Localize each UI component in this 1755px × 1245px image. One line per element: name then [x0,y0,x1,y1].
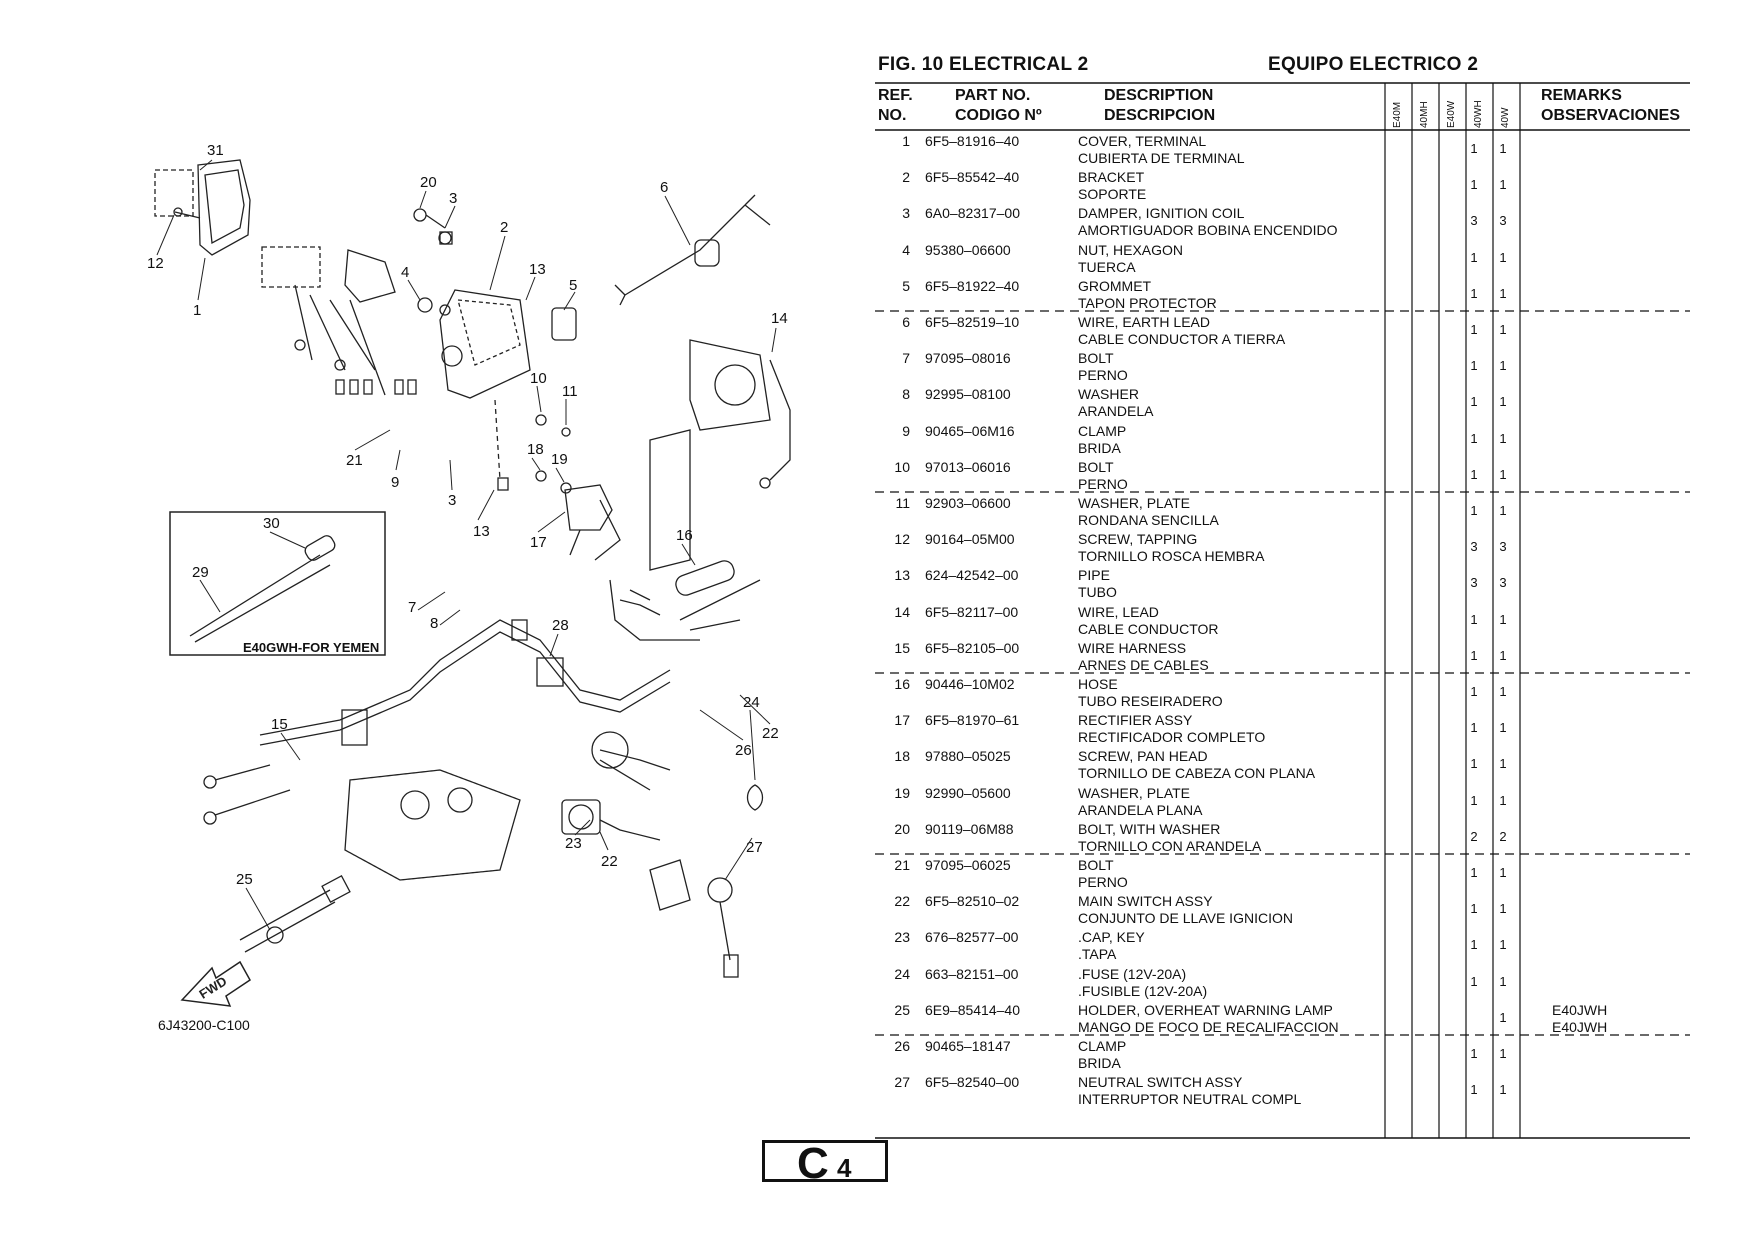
col-part-no: PART NO. [955,87,1031,104]
description-es-cell: BRIDA [1078,439,1121,456]
description-en-cell: RECTIFIER ASSY [1078,712,1193,729]
ref-cell: 2 [902,169,910,186]
part-number-cell: 624–42542–00 [925,567,1019,584]
page-code-letter: C [797,1139,829,1188]
description-es-cell: SOPORTE [1078,186,1147,203]
description-es-cell: TORNILLO DE CABEZA CON PLANA [1078,765,1316,782]
col-remarks: REMARKS [1541,87,1622,104]
ref-cell: 20 [894,820,910,837]
description-en-cell: SCREW, TAPPING [1078,531,1198,548]
callout: 30 [263,515,280,532]
description-es-cell: ARANDELA PLANA [1078,801,1203,818]
description-en-cell: WASHER, PLATE [1078,495,1191,511]
description-en-cell: HOLDER, OVERHEAT WARNING LAMP [1078,1001,1333,1018]
description-es-cell: BRIDA [1078,1055,1121,1071]
description-es-cell: PERNO [1078,475,1128,492]
part-number-cell: 6F5–82117–00 [925,603,1019,620]
description-en-cell: BOLT [1078,350,1114,367]
part-number-cell: 6F5–81922–40 [925,277,1020,294]
qty-cell: 1 [1499,394,1507,410]
ref-cell: 10 [894,458,910,475]
ref-cell: 17 [894,712,910,729]
qty-cell: 1 [1499,1082,1507,1098]
description-es-cell: CABLE CONDUCTOR A TIERRA [1078,331,1286,347]
qty-cell: 1 [1499,865,1507,880]
part-number-cell: 92903–06600 [925,495,1011,511]
qty-cell: 1 [1499,322,1507,337]
qty-cell: 1 [1499,647,1507,663]
part-number-cell: 90119–06M88 [925,820,1014,837]
description-en-cell: HOSE [1078,676,1118,692]
description-en-cell: CLAMP [1078,422,1127,439]
ref-cell: 21 [894,857,910,873]
description-en-cell: CLAMP [1078,1038,1127,1054]
ref-cell: 27 [894,1074,910,1091]
callout: 8 [430,615,439,632]
description-es-cell: ARNES DE CABLES [1078,656,1209,673]
ref-cell: 13 [894,567,910,584]
part-number-cell: 663–82151–00 [925,965,1019,982]
description-es-cell: .FUSIBLE (12V-20A) [1078,982,1208,999]
qty-cell: 1 [1470,973,1478,989]
description-en-cell: BRACKET [1078,169,1145,186]
ref-cell: 26 [894,1038,910,1054]
qty-cell: 3 [1470,539,1478,555]
part-number-cell: 90446–10M02 [925,676,1015,692]
description-es-cell: PERNO [1078,874,1128,890]
qty-cell: 1 [1499,684,1507,699]
qty-cell: 1 [1470,141,1478,156]
description-en-cell: .FUSE (12V-20A) [1078,965,1187,982]
diagram-code: 6J43200-C100 [158,1017,250,1033]
ref-cell: 18 [894,748,910,765]
part-number-cell: 97013–06016 [925,458,1011,475]
part-number-cell: 95380–06600 [925,241,1011,258]
qty-cell: 1 [1470,466,1478,482]
col-model: E40M [1392,101,1403,128]
callout: 25 [236,871,253,888]
description-en-cell: COVER, TERMINAL [1078,133,1207,149]
description-en-cell: WASHER [1078,386,1139,403]
qty-cell: 1 [1470,1082,1478,1098]
description-en-cell: GROMMET [1078,277,1152,294]
callout: 16 [676,527,693,544]
callout: 12 [147,255,164,272]
qty-cell: 1 [1470,1046,1478,1061]
callout: 13 [473,523,490,540]
callout: 9 [391,474,400,491]
col-model: 40MH [1419,101,1430,128]
description-en-cell: .CAP, KEY [1078,929,1145,946]
callout: 26 [735,742,752,759]
ref-cell: 19 [894,784,910,801]
qty-cell: 1 [1499,901,1507,917]
qty-cell: 1 [1470,177,1478,193]
callout: 20 [420,174,437,191]
description-en-cell: PIPE [1078,567,1110,584]
part-number-cell: 92995–08100 [925,386,1011,403]
description-es-cell: RECTIFICADOR COMPLETO [1078,729,1266,746]
description-es-cell: CABLE CONDUCTOR [1078,620,1219,637]
description-en-cell: NEUTRAL SWITCH ASSY [1078,1074,1243,1091]
part-number-cell: 97880–05025 [925,748,1011,765]
part-number-cell: 6F5–85542–40 [925,169,1020,186]
qty-cell: 1 [1470,430,1478,446]
part-number-cell: 90465–18147 [925,1038,1011,1054]
description-es-cell: RONDANA SENCILLA [1078,512,1219,528]
col-descripcion: DESCRIPCION [1104,107,1216,124]
description-es-cell: TUBO RESEIRADERO [1078,693,1223,709]
qty-cell: 1 [1470,647,1478,663]
callout: 28 [552,617,569,634]
part-number-cell: 676–82577–00 [925,929,1019,946]
qty-cell: 1 [1499,285,1507,301]
legend-label: E40GWH-FOR YEMEN [243,640,380,655]
part-number-cell: 90164–05M00 [925,531,1015,548]
qty-cell: 1 [1470,756,1478,772]
callout: 18 [527,441,544,458]
table-row [0,1074,1755,1116]
callout: 4 [401,264,410,281]
qty-cell: 1 [1470,611,1478,627]
remarks-cell: E40JWH [1552,1001,1608,1018]
description-en-cell: DAMPER, IGNITION COIL [1078,205,1245,222]
description-es-cell: TORNILLO ROSCA HEMBRA [1078,548,1265,565]
description-es-cell: CONJUNTO DE LLAVE IGNICION [1078,910,1293,927]
qty-cell: 1 [1499,937,1507,953]
part-number-cell: 6E9–85414–40 [925,1001,1020,1018]
qty-cell: 1 [1470,937,1478,953]
col-model: 40WH [1473,100,1484,128]
description-en-cell: WIRE, LEAD [1078,603,1159,620]
callout: 1 [193,302,202,319]
description-es-cell: .TAPA [1078,946,1117,963]
remarks-cell: E40JWH [1552,1018,1608,1035]
part-number-cell: 6F5–82519–10 [925,314,1020,330]
description-en-cell: SCREW, PAN HEAD [1078,748,1208,765]
description-es-cell: PERNO [1078,367,1128,384]
qty-cell: 1 [1470,503,1478,518]
ref-cell: 8 [902,386,910,403]
ref-cell: 5 [902,277,910,294]
part-number-cell: 6F5–82105–00 [925,639,1020,656]
qty-cell: 3 [1499,539,1507,555]
description-es-cell: MANGO DE FOCO DE RECALIFACCION [1078,1018,1339,1035]
qty-cell: 1 [1499,177,1507,193]
description-es-cell: ARANDELA [1078,403,1154,420]
col-codigo: CODIGO Nº [955,107,1042,124]
qty-cell: 3 [1470,213,1478,229]
qty-cell: 3 [1499,575,1507,591]
callout: 10 [530,370,547,387]
part-number-cell: 90465–06M16 [925,422,1015,439]
ref-cell: 24 [894,965,910,982]
part-number-cell: 6A0–82317–00 [925,205,1020,222]
figure-title-es: EQUIPO ELECTRICO 2 [1268,54,1479,75]
callout: 5 [569,277,578,294]
qty-cell: 1 [1499,1009,1507,1025]
fwd-label: FWD [196,973,230,1002]
qty-cell: 1 [1470,684,1478,699]
callout: 24 [743,694,760,711]
qty-cell: 1 [1499,141,1507,156]
callout: 6 [660,179,669,196]
part-number-cell: 6F5–82510–02 [925,893,1020,910]
callout: 21 [346,452,363,469]
qty-cell: 1 [1499,1046,1507,1061]
ref-cell: 16 [894,676,910,692]
qty-cell: 1 [1470,901,1478,917]
qty-cell: 1 [1470,720,1478,736]
description-es-cell: TAPON PROTECTOR [1078,294,1217,311]
qty-cell: 2 [1470,828,1478,844]
ref-cell: 15 [894,639,910,656]
description-es-cell: TUERCA [1078,258,1136,275]
part-number-cell: 6F5–81970–61 [925,712,1020,729]
ref-cell: 25 [894,1001,910,1018]
description-es-cell: TORNILLO CON ARANDELA [1078,837,1262,854]
callout: 22 [762,725,779,742]
qty-cell: 1 [1499,503,1507,518]
part-number-cell: 97095–08016 [925,350,1011,367]
ref-cell: 4 [902,241,910,258]
col-observaciones: OBSERVACIONES [1541,107,1680,124]
col-model: 40W [1500,107,1511,128]
callout: 14 [771,310,788,327]
description-es-cell: CUBIERTA DE TERMINAL [1078,150,1245,166]
description-en-cell: NUT, HEXAGON [1078,241,1184,258]
description-es-cell: INTERRUPTOR NEUTRAL COMPL [1078,1091,1302,1108]
description-en-cell: WASHER, PLATE [1078,784,1191,801]
col-description: DESCRIPTION [1104,87,1214,104]
callout: 11 [562,383,578,400]
ref-cell: 1 [902,133,910,149]
qty-cell: 1 [1470,358,1478,374]
callout: 3 [448,492,457,509]
qty-cell: 1 [1470,792,1478,808]
col-model: E40W [1446,100,1457,128]
qty-cell: 1 [1499,466,1507,482]
qty-cell: 1 [1470,865,1478,880]
callout: 19 [551,451,568,468]
callout: 23 [565,835,582,852]
callout: 27 [746,839,763,856]
callout: 13 [529,261,546,278]
qty-cell: 3 [1470,575,1478,591]
part-number-cell: 92990–05600 [925,784,1011,801]
callout: 7 [408,599,417,616]
part-number-cell: 6F5–82540–00 [925,1074,1020,1091]
ref-cell: 22 [894,893,910,910]
ref-cell: 23 [894,929,910,946]
qty-cell: 1 [1499,792,1507,808]
callout: 15 [271,716,288,733]
ref-cell: 14 [894,603,910,620]
ref-cell: 3 [902,205,910,222]
col-no: NO. [878,107,907,124]
qty-cell: 1 [1499,358,1507,374]
qty-cell: 1 [1470,322,1478,337]
qty-cell: 1 [1470,249,1478,265]
qty-cell: 1 [1499,973,1507,989]
callout: 2 [500,219,509,236]
page-code-number: 4 [837,1153,852,1183]
qty-cell: 3 [1499,213,1507,229]
col-ref: REF. [878,87,913,104]
qty-cell: 1 [1499,720,1507,736]
qty-cell: 1 [1499,249,1507,265]
description-en-cell: WIRE, EARTH LEAD [1078,314,1210,330]
ref-cell: 12 [894,531,910,548]
ref-cell: 6 [902,314,910,330]
description-en-cell: BOLT [1078,857,1114,873]
callout: 29 [192,564,209,581]
description-es-cell: AMORTIGUADOR BOBINA ENCENDIDO [1078,222,1338,239]
qty-cell: 1 [1499,611,1507,627]
description-en-cell: BOLT [1078,458,1114,475]
figure-title: FIG. 10 ELECTRICAL 2 [878,54,1089,75]
description-en-cell: BOLT, WITH WASHER [1078,820,1221,837]
callout: 31 [207,142,224,159]
ref-cell: 9 [902,422,910,439]
qty-cell: 1 [1470,285,1478,301]
description-es-cell: TUBO [1078,584,1117,601]
callout: 3 [449,190,458,207]
description-en-cell: WIRE HARNESS [1078,639,1187,656]
description-en-cell: MAIN SWITCH ASSY [1078,893,1213,910]
part-number-cell: 6F5–81916–40 [925,133,1020,149]
qty-cell: 1 [1499,430,1507,446]
qty-cell: 1 [1499,756,1507,772]
ref-cell: 7 [902,350,910,367]
page-code-box [762,1139,888,1188]
ref-cell: 11 [895,495,910,511]
callout: 17 [530,534,547,551]
part-number-cell: 97095–06025 [925,857,1011,873]
callout: 22 [601,853,618,870]
qty-cell: 1 [1470,394,1478,410]
qty-cell: 2 [1499,828,1507,844]
